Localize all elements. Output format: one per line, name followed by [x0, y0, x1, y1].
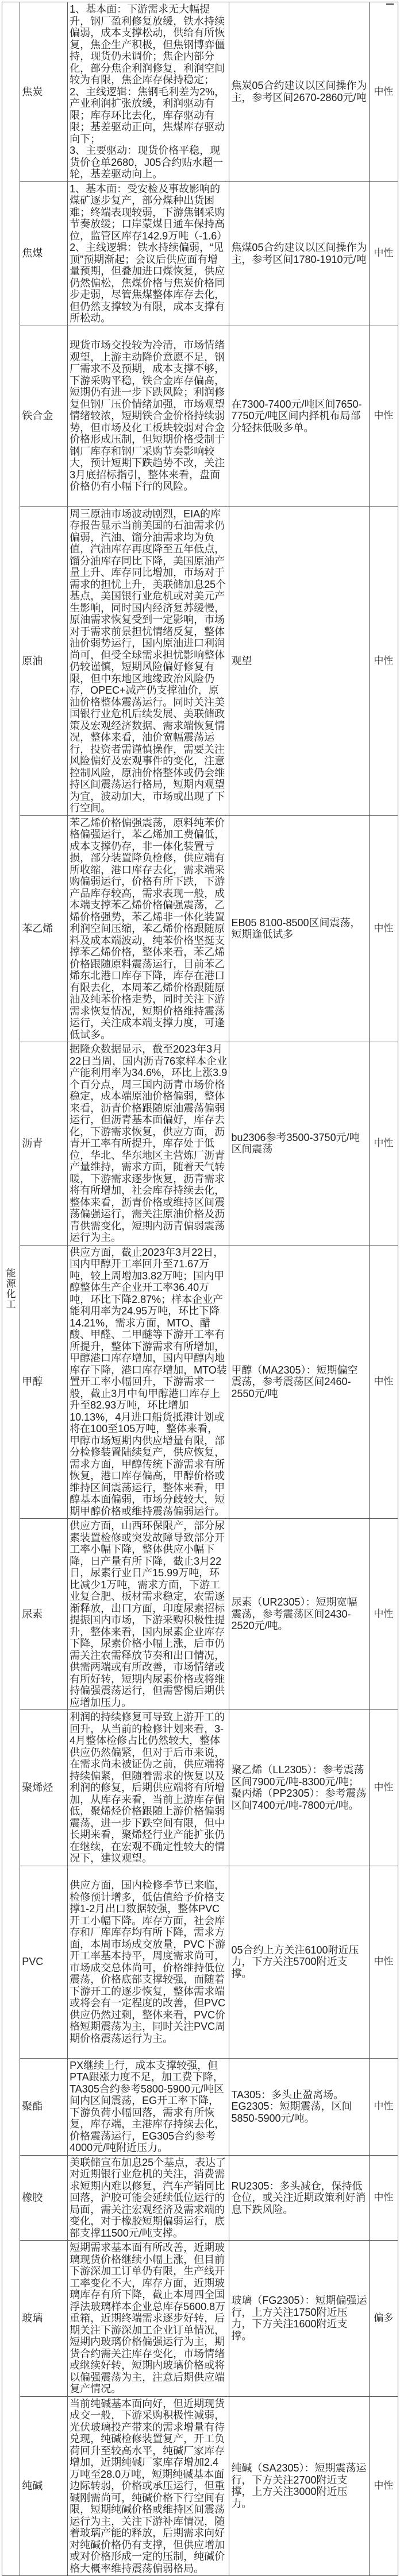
product-name: 铁合金: [22, 410, 53, 422]
strategy-text: 在7300-7400元/吨区间7650-7750元/吨区间内择机布局部分轻抹低吸多单。: [231, 398, 362, 434]
table-row: [2, 326, 398, 506]
strategy-text-cell: [229, 1710, 369, 1866]
product-name-cell: [20, 2396, 68, 2576]
product-name: 沥青: [22, 1138, 43, 1149]
logic-text-cell: [68, 815, 229, 1042]
view-label: 中性: [374, 1608, 394, 1619]
logic-text: 据隆众数据显示，截至2023年3月22日当周，国内沥青76家样本企业产能利用率为34.6%，环比上涨3.9个百分点，周三国内沥青市场价格稳定，成本端原油价格偏弱，整体来看，沥青价格跟随原油震荡偏弱运行，但沥青基本面偏好，库存去化，下游需求恢复，供应方面，沥青开工率有所提升，库存处于低位，华北、华东地区主营炼厂沥青产量维持，需求方面，随着天气转暖，下游需求逐步恢复，沥青需求将有所增加，社会库存持续去化，整体来看，沥青价格或维持区间震荡偏强运行，需关注原油价格及沥青供需变化，短期内沥青偏弱震荡运行为主。: [70, 1043, 228, 1243]
logic-text-cell: [68, 2, 229, 182]
view-label-cell: [369, 2241, 398, 2397]
strategy-text: RU2305：多头减仓，保持低仓位，或关注近期政策利好消息下跌风险。: [231, 2180, 366, 2215]
table-row: [2, 1710, 398, 1866]
view-label-cell: [369, 1866, 398, 2058]
product-name-cell: [20, 1519, 68, 1710]
strategy-text-cell: [229, 2058, 369, 2155]
logic-text-cell: [68, 1245, 229, 1519]
logic-text-cell: [68, 2396, 229, 2576]
category-label: 能源化工: [6, 1267, 16, 1310]
strategy-text: 聚乙烯（LL2305）：参考震荡区间7900元/吨-8300元/吨；聚丙烯（PP2305）：参考震荡区间7400元/吨-7800元/吨。: [231, 1764, 367, 1811]
table-row: [2, 181, 398, 326]
view-label: 中性: [374, 2101, 394, 2112]
product-name-cell: [20, 326, 68, 506]
view-label-cell: [369, 2155, 398, 2241]
strategy-text-cell: [229, 1866, 369, 2058]
strategy-text: 05合约上方关注6100附近压力，下方关注5700附近支撑。: [231, 1944, 359, 1979]
product-name: 橡胶: [22, 2192, 43, 2203]
logic-text: 1、基本面：受安检及事故影响的煤矿逐步复产，部分煤种出货困难；终端表现较弱，下游焦钢采购节奏放缓；口岸蒙煤日通车保持高位，监管区库存142.9万吨（-1.6） 2、主线逻辑：铁水持续偏弱，“见顶”预期渐起；会议后供应面有增量预期，但叠加进口煤恢复，供应仍然偏松，焦煤价格与焦炭价格同步走弱，尽管焦煤整体库存去化，但仍然支撑较为有限，成本支撑有所松动。: [70, 183, 228, 324]
strategy-text-cell: [229, 326, 369, 506]
table-row: [2, 2396, 398, 2576]
product-name-cell: [20, 1866, 68, 2058]
table-row: [2, 1866, 398, 2058]
logic-text: 供应方面，截止2023年3月22日，国内甲醇开工率回升至71.67万吨，较上周增加3.82万吨；国内甲醇整体生产企业开工率36.40万吨，环比下降2.87%；样本企业产能利用率为24.95万吨，环比下降14.21%，需求方面，MTO、醋酸、甲醛、二甲醚等下游开工率有所提升，整体下游需求有所增加，甲醇港口库存增加，国内甲醇内地库存下降，港口库存增加，MTO装置开工率小幅回升，下游需求一般，截止3月中旬甲醇港口库存上升至82.93万吨，环比增加10.13%，4月进口船货抵港计划或将在100至105万吨，整体来看，甲醇市场短期内供应增量有限，部分检修装置陆续复产，供应恢复，需求方面，甲醇传统下游需求有所恢复，港口库存偏高，甲醇价格或维持区间震荡运行，整体来看，甲醇基本面偏弱，市场分歧较大，短期甲醇价格或维持震荡偏弱运行。: [70, 1246, 227, 1517]
logic-text: 美联储宣布加息25个基点，表达了对近期银行业危机的关注，消费需求短期内难以修复，汽车产销同比回落，沪胶可能会延续低位运行的局面，需关注宏观经济及需求端的变化，对于橡胶短期偏弱运行，底部支撑11500元/吨支撑。: [70, 2156, 226, 2239]
table-row: [2, 506, 398, 815]
view-label-cell: [369, 1042, 398, 1246]
logic-text: 供应方面，山西环保限产，部分尿素装置检修或突发故障导致部分开工率小幅下降，整体供应小幅下降，日产量有所下降，截止3月22日，尿素行业日产15.99万吨，环比减少1万吨，需求方面，下游工业复合肥、板材需求稳定，农需逐渐释放，出口方面，印度尿素招标提振国内市场，下游采购积极性提升，整体来看，国内尿素企业库存下降，尿素价格小幅上涨，后市仍需关注农需释放节奏和出口情况，供需两端或有所改善，市场情绪或有所好转，短期内尿素价格或将维持偏强震荡运行，但需警惕后期供应增加压力。: [70, 1520, 225, 1708]
table-row: [2, 2155, 398, 2241]
view-label: 中性: [374, 655, 394, 666]
product-name-cell: [20, 815, 68, 1042]
logic-text: 现货市场交投较为冷清，市场情绪观望，上游主动降价意愿不足，钢厂需求不及预期，成本支撑不够，下游采购平稳，铁合金库存偏高，短期仍有进一步下跌风险；利润修复但钢厂压价情绪加强，市场观望情绪较浓，短期铁合金价格持续弱势，但市场及化工板块较弱对合金价格形成压制，但短期价格受制于钢厂库存和钢厂采购节奏影响较大，预计短期下跌趋势不改，关注3月底招标指引，整体来看，盘面价格仍有小幅下行的风险。: [70, 339, 225, 493]
table-row: [2, 1042, 398, 1246]
product-name: 原油: [22, 655, 43, 667]
product-name: 焦煤: [22, 247, 43, 260]
strategy-text: 观望: [231, 655, 252, 667]
product-name: 焦炭: [22, 86, 43, 98]
logic-text: 周三原油市场波动剧烈，EIA的库存报告显示当前美国的石油需求仍偏弱，汽油、馏分油需求均为负值，汽油库存再度降至五年低点，馏分油库存同比下降，美国原油产量上升、库存同比增加，市场对于需求的担忧上升，美联储加息25个基点，美国银行业危机或对美元产生影响，同时国内经济复苏缓慢，原油需求恢复受到一定影响，市场对于需求前景担忧情绪反复，整体油价弱势运行，国内原油进口利润尚可，但受全球需求担忧影响整体仍较谨慎，短期风险偏好修复有限，但中东地区地缘政治风险仍存，OPEC+减产仍支撑油价，原油价格整体震荡运行。同时关注美国银行业危机后续发展、美联储政策及宏观经济数据、需求端恢复情况，整体来看，油价宽幅震荡运行，投资者需谨慎操作，需要关注风险偏好及宏观事件的变化，注意控制风险，原油价格整体或仍会维持区间震荡运行格局，短期内观望为宜，波动加大，市场或出现了下行空间。: [70, 508, 226, 814]
view-label: 中性: [374, 2480, 394, 2491]
table-row: [2, 2058, 398, 2155]
view-label-cell: [369, 2396, 398, 2576]
strategy-text: 尿素（UR2305）：短期宽幅震荡，参考震荡区间2430-2520元/吨。: [231, 1596, 357, 1632]
view-label-cell: [369, 181, 398, 326]
view-label-cell: [369, 2058, 398, 2155]
product-name-cell: [20, 2058, 68, 2155]
product-name: 玻璃: [22, 2312, 43, 2324]
table-row: [2, 1519, 398, 1710]
strategy-text-cell: [229, 506, 369, 815]
logic-text-cell: [68, 1866, 229, 2058]
logic-text-cell: [68, 1710, 229, 1866]
product-name-cell: [20, 2155, 68, 2241]
strategy-text: EB05 8100-8500区间震荡，短期逢低试多: [231, 916, 361, 941]
category-cell: [2, 2, 20, 2576]
logic-text-cell: [68, 326, 229, 506]
product-name: 聚酯: [22, 2101, 43, 2113]
strategy-text-cell: [229, 2155, 369, 2241]
logic-text: PX继续上行，成本支撑较强，但PTA跟涨力度不足，加工费下降，TA305合约参考5800-5900元/吨区间内区间震荡，EG开工率下降，下游负荷小幅回落，需求有所恢复，库存端，主港库存持续去化，价格震荡运行，EG305合约参考4000元/吨附近压力。: [70, 2059, 225, 2153]
strategy-text-cell: [229, 2241, 369, 2397]
logic-text: 短期需求基本面有所改善，近期玻璃现货价格继续小幅上涨，但目前下游深加工订单仍有限，生产线开工率变化不大，库存方面，近期玻璃库存有所下降，截止本周四全国浮法玻璃样本企业总库存5600.8万重箱，近期终端需求逐步好转，后期关注下游深加工企业订单情况，短期内玻璃价格偏强运行为主，期货合约需关注库存变化，市场情绪或继续好转，短期内玻璃价格或将以偏强震荡为主，注意后期供应端复产情况。: [70, 2242, 226, 2395]
view-label: 中性: [374, 1376, 394, 1387]
logic-text: 苯乙烯价格偏强震荡，原料纯苯价格偏强运行，苯乙烯加工费偏低，成本支撑仍存，非一体化装置亏损，部分装置降负检修，供应端有所收缩，港口库存去化，需求端采购偏弱运行，价格有所下跌，下游产品库存较高，需求表现一般，成本端支撑苯乙烯价格偏强震荡，乙烯价格强势，苯乙烯非一体化装置利润空间压缩，苯乙烯价格跟随原料及成本端波动，纯苯价格坚挺支撑苯乙烯价格，整体来看，苯乙烯价格跟随原料震荡运行，目前苯乙烯东北港口库存下降，库存在港口有限去化，本周苯乙烯价格跟随原油及纯苯价格走势，同时关注下游需求恢复情况，短期价格维持震荡运行，关注成本端支撑力度，可逢低试多。: [70, 817, 225, 1041]
view-label-cell: [369, 1519, 398, 1710]
strategy-table-body: [2, 2, 398, 2576]
strategy-text-cell: [229, 1245, 369, 1519]
view-label: 中性: [374, 410, 394, 421]
strategy-text-cell: [229, 181, 369, 326]
product-name-cell: [20, 1042, 68, 1246]
logic-text-cell: [68, 2058, 229, 2155]
product-name-cell: [20, 2, 68, 182]
strategy-text: 玻璃（FG2305）：短期偏强运行，上方关注1750附近压力，下方关注1600附近支撑。: [231, 2295, 367, 2342]
logic-text-cell: [68, 506, 229, 815]
logic-text: 1、基本面：下游需求无大幅提升，钢厂盈利修复放缓，铁水持续偏弱，成本支撑松动，供给有所恢复，焦企生产积极，但焦钢博弈僵持，现货仍未调价；焦企内部分化，部分焦企利润修复，利润空间较为有限，焦企库存保持稳定； 2、主线逻辑：焦钢毛利差为2%，产业利润扩张放缓，利润驱动有限；库存环比去化，库存驱动有限；基差驱动正向，焦煤库存驱动向下； 3、主要驱动：现货价格平稳，现货价仓单2680，J05合约贴水超一轮，基差驱动向上。: [70, 3, 225, 180]
logic-text-cell: [68, 1042, 229, 1246]
product-name: 苯乙烯: [22, 923, 53, 934]
view-label-cell: [369, 815, 398, 1042]
view-label-cell: [369, 506, 398, 815]
strategy-table: [2, 2, 398, 2576]
strategy-text-cell: [229, 815, 369, 1042]
logic-text-cell: [68, 181, 229, 326]
logic-text: 供应方面，国内检修季节已来临，检修预计增多，低估值给予价格支撑1-2月出口数据较强，整体PVC开工小幅下降。库存方面，社会库存和厂库库存均有所下降，需求方面，本周市场成交放量，PVC下游开工率基本持平，周度需求尚可，市场成交总体尚可，价格维持低位震荡，价格底部支撑较强，而随着下游开工的逐步恢复，整体需求端或将会有一定程度的改善，但PVC供应仍然过剩，整体来看，PVC价格短期震荡为主，同时关注PVC周期价格震荡运行为主。: [70, 1879, 226, 2044]
table-row: [2, 2, 398, 182]
strategy-text-cell: [229, 2, 369, 182]
logic-text: 利润的持续修复可导致上游开工的回升，从当前的检修计划来看，3-4月整体检修占比仍然较大，整体供应仍然偏紧，但对于后市来说，在需求尚未被证伪之前，供应端将持续偏紧，但随着需求的恢复以及利润的修复，后期供应端将有所增加，从库存来看，当前上游库存偏低，聚烯烃价格跟随上游价格偏弱震荡，进一步下跌空间有限，但中长期来看，聚烯烃行业产能扩张仍在继续，在宏观不确定性较大的情况下，建议观望。: [70, 1711, 225, 1864]
view-label-cell: [369, 2, 398, 182]
product-name: 甲醇: [22, 1376, 43, 1387]
strategy-text-cell: [229, 1519, 369, 1710]
product-name: 尿素: [22, 1608, 43, 1620]
product-name-cell: [20, 506, 68, 815]
logic-text-cell: [68, 2155, 229, 2241]
view-label: 中性: [374, 86, 394, 97]
product-name: 聚烯烃: [22, 1782, 53, 1793]
logic-text-cell: [68, 2241, 229, 2397]
product-name-cell: [20, 1245, 68, 1519]
logic-text: 当前纯碱基本面向好，但近期现货成交一般，下游采购积极性减弱，光伏玻璃投产带来的需求增量有待兑现，纯碱检修装置复产，开工负荷回升至较高水平，纯碱厂家库存增加，近期纯碱厂家库存增加2.4万吨至28.0万吨，短期纯碱基本面边际转弱，价格或承压运行，但重碱刚需尚可，纯碱价格下行空间有限，短期纯碱价格或维持区间震荡运行为主，关注下游补库情况，随着玻璃产能的释放，后期需求向好对纯碱价格仍有支撑，但供应增加或对价格形成一定的压制，纯碱价格大概率维持震荡偏弱格局。: [70, 2397, 225, 2574]
logic-text-cell: [68, 1519, 229, 1710]
strategy-text: 焦煤05合约建议以区间操作为主，参考区间1780-1910元/吨: [231, 242, 367, 265]
view-label: 中性: [374, 1956, 394, 1967]
product-name: PVC: [22, 1956, 44, 1968]
view-label: 中性: [374, 923, 394, 934]
strategy-text: TA305：多头止盈离场。EG2305：短期震荡，区间5850-5900元/吨。: [231, 2088, 352, 2124]
table-row: [2, 2241, 398, 2397]
table-row: [2, 1245, 398, 1519]
view-label: 中性: [374, 247, 394, 259]
strategy-text: bu2306参考3500-3750元/吨区间震荡: [231, 1131, 360, 1155]
product-name-cell: [20, 1710, 68, 1866]
strategy-text-cell: [229, 1042, 369, 1246]
product-name-cell: [20, 181, 68, 326]
product-name: 纯碱: [22, 2480, 43, 2492]
strategy-text: 纯碱（SA2305）：短期震荡运行，下方关注2700附近支撑，上方关注3000附近压力。: [231, 2462, 367, 2509]
table-row: [2, 815, 398, 1042]
view-label-cell: [369, 1710, 398, 1866]
strategy-text-cell: [229, 2396, 369, 2576]
view-label: 偏多: [374, 2312, 394, 2323]
view-label: 中性: [374, 1138, 394, 1148]
top-edge-line: [386, 3, 394, 5]
view-label-cell: [369, 326, 398, 506]
view-label: 中性: [374, 2192, 394, 2203]
product-name-cell: [20, 2241, 68, 2397]
strategy-text: 焦炭05合约建议以区间操作为主，参考区间2670-2860元/吨: [231, 80, 367, 103]
view-label-cell: [369, 1245, 398, 1519]
strategy-text: 甲醇（MA2305）：短期偏空震荡，参考震荡区间2460-2550元/吨: [231, 1364, 358, 1399]
view-label: 中性: [374, 1782, 394, 1793]
